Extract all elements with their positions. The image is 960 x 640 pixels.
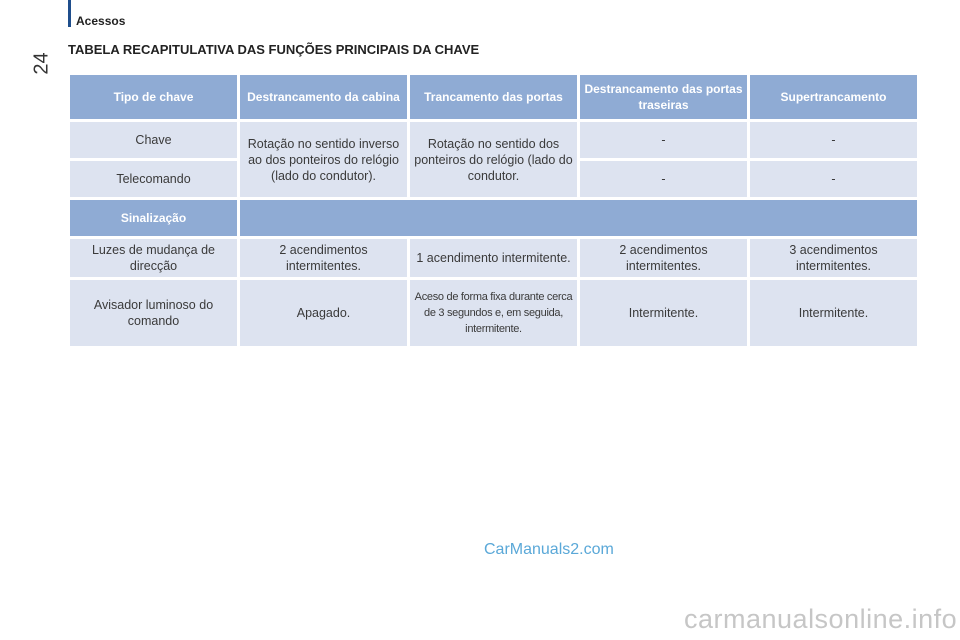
key-functions-table xyxy=(67,72,920,349)
watermark-link[interactable]: CarManuals2.com xyxy=(484,541,614,558)
table-header-row xyxy=(70,75,917,119)
table-cell: Apagado. xyxy=(240,280,407,346)
document-heading: TABELA RECAPITULATIVA DAS FUNÇÕES PRINCIPAIS DA CHAVE xyxy=(68,42,480,57)
section-accent-bar xyxy=(68,0,71,27)
table-cell: - xyxy=(580,161,747,197)
table-cell: Rotação no sentido dos ponteiros do relógio (lado do condutor. xyxy=(410,122,577,197)
table-row xyxy=(70,280,917,346)
signal-header: Sinalização xyxy=(70,200,237,236)
table-cell: 2 acendimentos intermitentes. xyxy=(580,239,747,277)
column-header: Supertrancamento xyxy=(750,75,917,119)
table-cell: - xyxy=(580,122,747,158)
signal-header-band xyxy=(240,200,917,236)
table-cell: 1 acendimento intermitente. xyxy=(410,239,577,277)
table-row xyxy=(70,239,917,277)
table-cell: Rotação no sentido inverso ao dos ponteiros do relógio (lado do condutor). xyxy=(240,122,407,197)
table-row xyxy=(70,122,917,158)
column-header: Destrancamento das portas traseiras xyxy=(580,75,747,119)
table-cell: Chave xyxy=(70,122,237,158)
table-cell: Intermitente. xyxy=(750,280,917,346)
table-cell: - xyxy=(750,122,917,158)
column-header: Destrancamento da cabina xyxy=(240,75,407,119)
page-number: 24 xyxy=(30,52,53,75)
signal-header-row xyxy=(70,200,917,236)
table-cell: Aceso de forma fixa durante cerca de 3 segundos e, em seguida, intermitente. xyxy=(410,280,577,346)
section-title: Acessos xyxy=(76,14,126,28)
table-cell: Intermitente. xyxy=(580,280,747,346)
table-cell: 2 acendimentos intermitentes. xyxy=(240,239,407,277)
table-cell: Avisador luminoso do comando xyxy=(70,280,237,346)
table-cell: 3 acendimentos intermitentes. xyxy=(750,239,917,277)
table-cell: - xyxy=(750,161,917,197)
column-header: Tipo de chave xyxy=(70,75,237,119)
table-cell: Telecomando xyxy=(70,161,237,197)
column-header: Trancamento das portas xyxy=(410,75,577,119)
table-cell: Luzes de mudança de direcção xyxy=(70,239,237,277)
watermark-text: carmanualsonline.info xyxy=(684,604,958,634)
